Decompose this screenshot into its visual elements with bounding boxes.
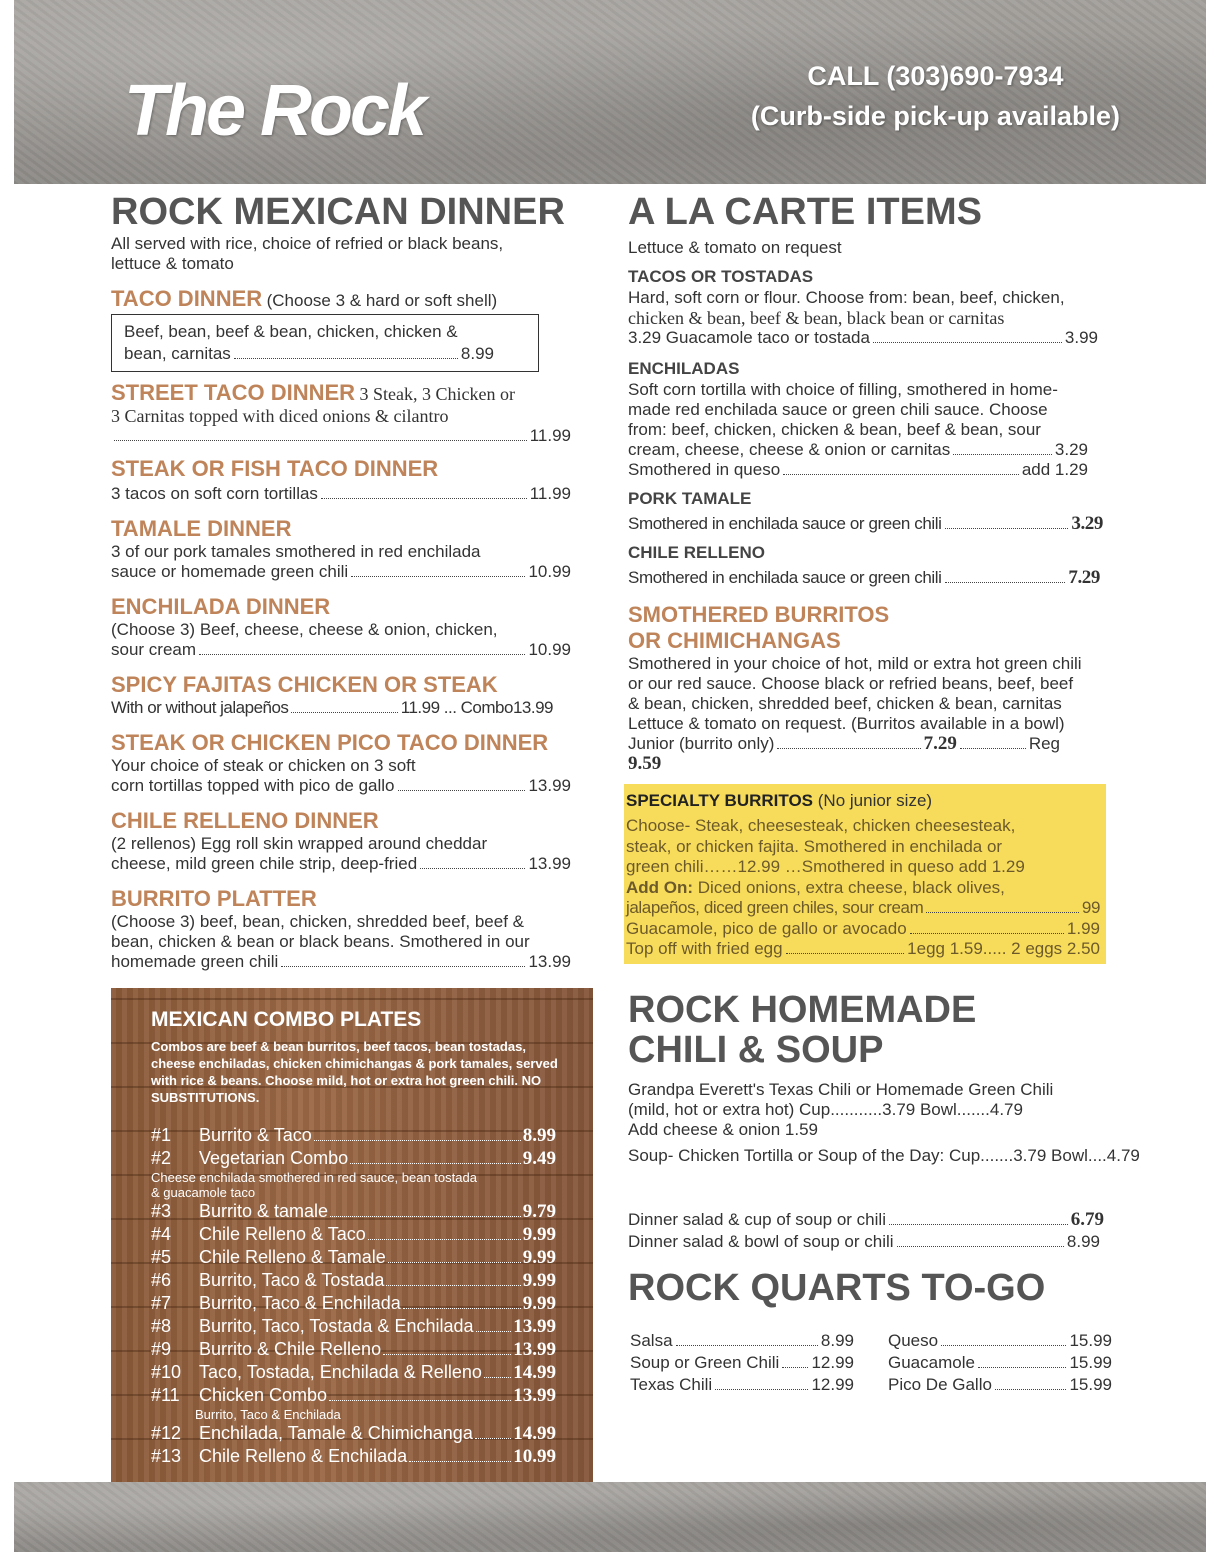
combo-item (151, 1361, 556, 1384)
fajita-price: 11.99 ... Combo13.99 (400, 698, 553, 717)
combo-name: Chile Relleno & Tamale (199, 1247, 386, 1267)
quart-item (630, 1374, 854, 1396)
smothered-burritos-title-2: OR CHIMICHANGAS (628, 628, 841, 653)
combo-number: #6 (151, 1270, 172, 1290)
quart-name: Texas Chili (630, 1374, 713, 1394)
enchiladas-desc: Soft corn tortilla with choice of filling, smothered in home- (628, 380, 1058, 399)
tacos-desc-3: 3.29 Guacamole taco or tostada (628, 328, 870, 347)
combo-item (151, 1246, 556, 1269)
street-taco-price: 11.99 (529, 426, 571, 445)
taco-dinner-box (111, 314, 539, 372)
combo-price: 9.99 (522, 1293, 556, 1314)
addon-price-2: 1.99 (1066, 918, 1100, 938)
tamale-dinner-title: TAMALE DINNER (111, 516, 292, 541)
specialty-burritos-box (624, 784, 1106, 964)
quart-price: 12.99 (811, 1374, 854, 1394)
burrito-platter-desc: (Choose 3) beef, bean, chicken, shredded beef, beef & (111, 912, 524, 931)
combo-price: 9.49 (522, 1148, 556, 1169)
pico-taco-price: 13.99 (528, 776, 571, 795)
combo-number: #8 (151, 1316, 172, 1336)
combo-number: #7 (151, 1293, 172, 1313)
pico-taco-desc: Your choice of steak or chicken on 3 soft (111, 756, 416, 775)
combo-item (151, 1445, 556, 1468)
salad-cup-price: 6.79 (1070, 1208, 1104, 1230)
combo-name: Burrito, Taco & Tostada (199, 1270, 385, 1290)
combo-price: 9.99 (522, 1247, 556, 1268)
tacos-tostadas-title: TACOS OR TOSTADAS (628, 267, 814, 286)
combo-price: 14.99 (513, 1423, 556, 1444)
addon-label: Add On: (626, 877, 694, 897)
combo-number: #2 (151, 1148, 172, 1168)
pico-taco-desc-2: corn tortillas topped with pico de gallo (111, 776, 395, 795)
combo-number: #3 (151, 1201, 172, 1221)
fajita-desc: With or without jalapeños (111, 698, 289, 717)
reg-price: 9.59 (628, 753, 662, 774)
street-taco-dinner (111, 380, 571, 406)
combo-name: Enchilada, Tamale & Chimichanga (199, 1423, 473, 1443)
quart-name: Soup or Green Chili (630, 1352, 780, 1372)
steak-fish-desc: 3 tacos on soft corn tortillas (111, 484, 318, 503)
combo-price: 13.99 (513, 1339, 556, 1360)
street-taco-desc: 3 Carnitas topped with diced onions & cilantro (111, 406, 449, 426)
chili-desc: Grandpa Everett's Texas Chili or Homemade Green Chili (628, 1079, 1054, 1099)
combo-price: 14.99 (513, 1362, 556, 1383)
quarts-list (628, 1330, 1188, 1396)
smothered-desc-3: & bean, chicken, shredded beef, chicken & bean, carnitas (628, 694, 1062, 713)
chile-relleno-desc: Smothered in enchilada sauce or green chili (628, 568, 942, 587)
junior-label: Junior (burrito only) (628, 734, 775, 753)
pico-taco-title: STEAK OR CHICKEN PICO TACO DINNER (111, 730, 549, 755)
combo-number: #1 (151, 1125, 172, 1145)
combo-price: 10.99 (513, 1446, 556, 1467)
dinner-intro-2: lettuce & tomato (111, 254, 234, 273)
carte-intro: Lettuce & tomato on request (628, 238, 842, 257)
combo-name: Burrito & Chile Relleno (199, 1339, 382, 1359)
reg-label: Reg (1028, 734, 1060, 753)
quart-item (630, 1330, 854, 1352)
combo-item (151, 1384, 556, 1407)
salad-cup-desc: Dinner salad & cup of soup or chili (628, 1209, 886, 1229)
smothered-desc: Smothered in your choice of hot, mild or extra hot green chili (628, 654, 1082, 673)
enchiladas-title: ENCHILADAS (628, 359, 740, 378)
tacos-price: 3.99 (1064, 328, 1098, 347)
relleno-dinner-desc-2: cheese, mild green chile strip, deep-fried (111, 854, 418, 873)
addon-desc-3: Guacamole, pico de gallo or avocado (626, 918, 907, 938)
salad-bowl-price: 8.99 (1066, 1231, 1100, 1251)
quart-item (888, 1352, 1112, 1374)
quart-price: 15.99 (1069, 1330, 1112, 1350)
burrito-platter-desc-2: bean, chicken & bean or black beans. Smothered in our (111, 932, 530, 951)
quart-price: 12.99 (811, 1352, 854, 1372)
combo-item (151, 1292, 556, 1315)
combo-name: Burrito, Taco, Tostada & Enchilada (199, 1316, 474, 1336)
chile-relleno-title: CHILE RELLENO (628, 543, 765, 562)
soup-desc: Soup- Chicken Tortilla or Soup of the Day: Cup.......3.79 Bowl....4.79 (628, 1145, 1140, 1165)
quarts-right (888, 1330, 1112, 1396)
enchiladas-desc-2: made red enchilada sauce or green chili sauce. Choose (628, 400, 1048, 419)
combo-price: 9.99 (522, 1224, 556, 1245)
header-banner (14, 0, 1206, 184)
combo-subtext: Burrito, Taco & Enchilada (195, 1407, 341, 1422)
combo-name: Chicken Combo (199, 1385, 328, 1405)
quarts-left (630, 1330, 854, 1396)
chili-title-2: CHILI & SOUP (628, 1028, 884, 1071)
phone-number: CALL (303)690-7934 (807, 61, 1064, 91)
addon-desc: Diced onions, extra cheese, black olives, (697, 877, 1005, 897)
specialty-note: (No junior size) (817, 791, 933, 810)
smothered-desc-4: Lettuce & tomato on request. (Burritos available in a bowl) (628, 714, 1065, 733)
tacos-desc: Hard, soft corn or flour. Choose from: bean, beef, chicken, (628, 288, 1065, 307)
combo-item (151, 1422, 556, 1445)
combo-item (151, 1200, 556, 1223)
fajita-title: SPICY FAJITAS CHICKEN OR STEAK (111, 672, 498, 697)
relleno-dinner-price: 13.99 (528, 854, 571, 873)
combo-item (151, 1223, 556, 1246)
enchiladas-price: 3.29 (1054, 440, 1088, 459)
street-taco-note: 3 Steak, 3 Chicken or (359, 384, 515, 404)
pork-tamale-title: PORK TAMALE (628, 489, 752, 508)
salad-bowl-desc: Dinner salad & bowl of soup or chili (628, 1231, 894, 1251)
quart-item (630, 1352, 854, 1374)
enchiladas-desc-4: cream, cheese, cheese & onion or carnitas (628, 440, 951, 459)
tamale-dinner-desc-2: sauce or homemade green chili (111, 562, 349, 581)
combo-number: #5 (151, 1247, 172, 1267)
curbside-note: (Curb-side pick-up available) (750, 101, 1120, 131)
tacos-desc-2: chicken & bean, beef & bean, black bean or carnitas (628, 308, 1005, 328)
relleno-dinner-desc: (2 rellenos) Egg roll skin wrapped around cheddar (111, 834, 488, 853)
tamale-dinner-desc: 3 of our pork tamales smothered in red enchilada (111, 542, 481, 561)
quart-price: 15.99 (1069, 1352, 1112, 1372)
chile-relleno-price: 7.29 (1068, 567, 1100, 588)
specialty-title: SPECIALTY BURRITOS (626, 791, 814, 810)
combo-number: #9 (151, 1339, 172, 1359)
quart-item (888, 1330, 1112, 1352)
combo-number: #4 (151, 1224, 172, 1244)
combo-price: 9.99 (522, 1270, 556, 1291)
quart-price: 8.99 (820, 1330, 854, 1350)
combo-price: 13.99 (513, 1385, 556, 1406)
combo-plates-panel (111, 988, 593, 1482)
combo-price: 8.99 (522, 1125, 556, 1146)
burrito-platter-desc-3: homemade green chili (111, 952, 279, 971)
dinner-intro: All served with rice, choice of refried or black beans, (111, 234, 504, 253)
combo-name: Burrito, Taco & Enchilada (199, 1293, 401, 1313)
addon-desc-2: jalapeños, diced green chiles, sour cream (626, 898, 924, 917)
combo-name: Vegetarian Combo (199, 1148, 349, 1168)
chili-title: ROCK HOMEMADE (628, 988, 977, 1031)
pork-tamale-price: 3.29 (1071, 513, 1103, 534)
fried-egg-desc: Top off with fried egg (626, 939, 783, 958)
combo-item (151, 1315, 556, 1338)
quarts-title: ROCK QUARTS TO-GO (628, 1266, 1046, 1309)
brand-logo: The Rock (124, 71, 425, 151)
combo-number: #10 (151, 1362, 182, 1382)
taco-dinner-price: 8.99 (460, 344, 494, 363)
combo-number: #13 (151, 1446, 182, 1466)
chili-desc-3: Add cheese & onion 1.59 (628, 1119, 818, 1139)
carte-title: A LA CARTE ITEMS (628, 191, 982, 233)
pork-tamale-desc: Smothered in enchilada sauce or green chili (628, 514, 942, 533)
addon-price: 99 (1081, 898, 1100, 917)
quart-name: Queso (888, 1330, 939, 1350)
taco-dinner (111, 286, 571, 312)
dinner-title: ROCK MEXICAN DINNER (111, 191, 565, 233)
enchilada-dinner-desc: (Choose 3) Beef, cheese, cheese & onion, chicken, (111, 620, 498, 639)
steak-fish-price: 11.99 (529, 484, 571, 503)
combo-list (151, 1124, 556, 1468)
combo-number: #11 (151, 1385, 180, 1405)
taco-dinner-note: (Choose 3 & hard or soft shell) (266, 291, 498, 310)
enchiladas-queso-price: add 1.29 (1021, 460, 1088, 479)
footer-banner (14, 1482, 1206, 1552)
combo-item (151, 1338, 556, 1361)
taco-dinner-desc: Beef, bean, beef & bean, chicken, chicken & (124, 322, 458, 341)
dinner-column (111, 192, 571, 972)
enchiladas-desc-3: from: beef, chicken, chicken & bean, beef & bean, sour (628, 420, 1041, 439)
combo-name: Burrito & tamale (199, 1201, 329, 1221)
tamale-dinner-price: 10.99 (528, 562, 571, 581)
street-taco-title: STREET TACO DINNER (111, 380, 356, 405)
quart-name: Salsa (630, 1330, 673, 1350)
burrito-platter-price: 13.99 (528, 952, 571, 971)
contact-info (751, 56, 1120, 136)
taco-dinner-title: TACO DINNER (111, 286, 263, 311)
burrito-platter-title: BURRITO PLATTER (111, 886, 317, 911)
quart-price: 15.99 (1069, 1374, 1112, 1394)
combo-name: Taco, Tostada, Enchilada & Relleno (199, 1362, 482, 1382)
specialty-desc: Choose- Steak, cheesesteak, chicken cheesesteak, (626, 816, 1016, 835)
smothered-burritos-title: SMOTHERED BURRITOS (628, 602, 890, 627)
enchilada-dinner-desc-2: sour cream (111, 640, 197, 659)
combo-name: Chile Relleno & Taco (199, 1224, 366, 1244)
enchilada-dinner-price: 10.99 (528, 640, 571, 659)
steak-fish-title: STEAK OR FISH TACO DINNER (111, 456, 439, 481)
combo-number: #12 (151, 1423, 182, 1443)
combo-name: Chile Relleno & Enchilada (199, 1446, 408, 1466)
specialty-desc-3: green chili……12.99 …Smothered in queso add 1.29 (626, 857, 1025, 876)
taco-dinner-desc-2: bean, carnitas (124, 344, 231, 363)
junior-price: 7.29 (923, 733, 957, 754)
smothered-desc-2: or our red sauce. Choose black or refried beans, beef, beef (628, 674, 1074, 693)
chili-desc-2: (mild, hot or extra hot) Cup...........3.79 Bowl.......4.79 (628, 1099, 1023, 1119)
combo-subtext: Cheese enchilada smothered in red sauce, bean tostada & guacamole taco (151, 1170, 477, 1200)
combo-item (151, 1269, 556, 1292)
combo-plates-note: Combos are beef & bean burritos, beef tacos, bean tostadas, cheese enchiladas, chicken chimichangas & pork tamales, served with rice & beans. Choose mild, hot or extra hot green chili. NO SUBSTITUTIONS. (151, 1039, 558, 1105)
enchilada-dinner-title: ENCHILADA DINNER (111, 594, 331, 619)
enchiladas-queso: Smothered in queso (628, 460, 781, 479)
combo-price: 13.99 (513, 1316, 556, 1337)
combo-item (151, 1124, 556, 1147)
relleno-dinner-title: CHILE RELLENO DINNER (111, 808, 379, 833)
fried-egg-price: 1egg 1.59..... 2 eggs 2.50 (907, 939, 1100, 958)
combo-item (151, 1147, 556, 1170)
specialty-desc-2: steak, or chicken fajita. Smothered in enchilada or (626, 836, 1003, 856)
carte-column (628, 192, 1188, 1396)
quart-name: Pico De Gallo (888, 1374, 992, 1394)
combo-plates-title: MEXICAN COMBO PLATES (151, 1008, 422, 1031)
quart-item (888, 1374, 1112, 1396)
combo-price: 9.79 (522, 1201, 556, 1222)
combo-name: Burrito & Taco (199, 1125, 312, 1145)
quart-name: Guacamole (888, 1352, 975, 1372)
